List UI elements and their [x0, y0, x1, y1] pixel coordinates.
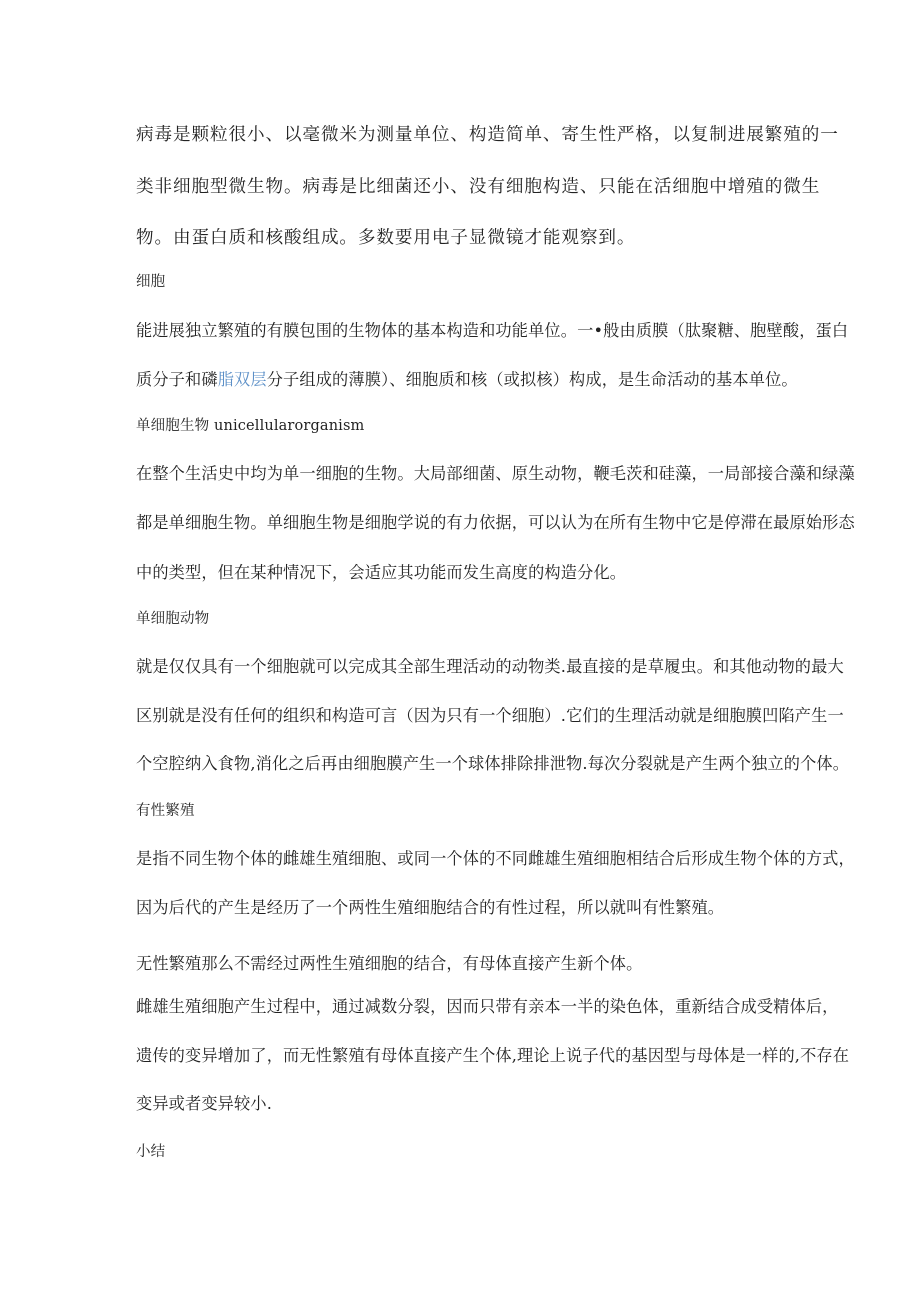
virus-paragraph-line-3: 物。由蛋白质和核酸组成。多数要用电子显微镜才能观察到。 — [136, 228, 636, 248]
unicellular-organism-heading: 单细胞生物 unicellularorganism — [136, 418, 365, 434]
unicellular-organism-line-3: 中的类型，但在某种情况下，会适应其功能而发生高度的构造分化。 — [136, 563, 627, 582]
unicellular-organism-line-2: 都是单细胞生物。单细胞生物是细胞学说的有力依据，可以认为在所有生物中它是停滞在最原始形态 — [136, 513, 855, 532]
sexual-reproduction-line-2: 因为后代的产生是经历了一个两性生殖细胞结合的有性过程，所以就叫有性繁殖。 — [136, 898, 725, 917]
virus-paragraph-line-2: 类非细胞型微生物。病毒是比细菌还小、没有细胞构造、只能在活细胞中增殖的微生 — [136, 177, 821, 197]
unicellular-animal-line-3: 个空腔纳入食物,消化之后再由细胞膜产生一个球体排除排泄物.每次分裂就是产生两个独立的个体。 — [136, 754, 850, 773]
lipid-bilayer-link[interactable]: 脂双层 — [217, 370, 267, 389]
sexual-reproduction-heading: 有性繁殖 — [136, 803, 195, 819]
unicellular-animal-line-2: 区别就是没有任何的组织和构造可言（因为只有一个细胞）.它们的生理活动就是细胞膜凹陷产生一 — [136, 706, 844, 725]
cell-heading: 细胞 — [136, 274, 166, 290]
cell-paragraph-line-2 — [136, 369, 798, 391]
sexual-reproduction-line-1: 是指不同生物个体的雌雄生殖细胞、或同一个体的不同雌雄生殖细胞相结合后形成生物个体的方式， — [136, 849, 855, 868]
cell-line-2-before-link: 质分子和磷 — [136, 370, 218, 389]
summary-heading: 小结 — [136, 1144, 166, 1160]
asexual-reproduction-line: 无性繁殖那么不需经过两性生殖细胞的结合，有母体直接产生新个体。 — [136, 954, 643, 973]
sexual-reproduction-line-4: 雌雄生殖细胞产生过程中，通过减数分裂，因而只带有亲本一半的染色体，重新结合成受精体后， — [136, 997, 839, 1016]
cell-line-2-after-link: 分子组成的薄膜）、细胞质和核（或拟核）构成，是生命活动的基本单位。 — [266, 370, 798, 389]
virus-paragraph-line-1: 病毒是颗粒很小、以毫微米为测量单位、构造简单、寄生性严格，以复制进展繁殖的一 — [136, 125, 839, 145]
unicellular-animal-heading: 单细胞动物 — [136, 611, 210, 627]
sexual-reproduction-line-5: 遗传的变异增加了，而无性繁殖有母体直接产生个体,理论上说子代的基因型与母体是一样的,不存在 — [136, 1046, 850, 1065]
unicellular-animal-line-1: 就是仅仅具有一个细胞就可以完成其全部生理活动的动物类.最直接的是草履虫。和其他动物的最大 — [136, 657, 844, 676]
sexual-reproduction-line-6: 变异或者变异较小. — [136, 1094, 272, 1113]
unicellular-organism-line-1: 在整个生活史中均为单一细胞的生物。大局部细菌、原生动物，鞭毛茨和硅藻，一局部接合藻和绿藻 — [136, 464, 855, 483]
cell-paragraph-line-1: 能进展独立繁殖的有膜包围的生物体的基本构造和功能单位。一•般由质膜（肽聚糖、胞壁酸，蛋白 — [136, 321, 849, 340]
